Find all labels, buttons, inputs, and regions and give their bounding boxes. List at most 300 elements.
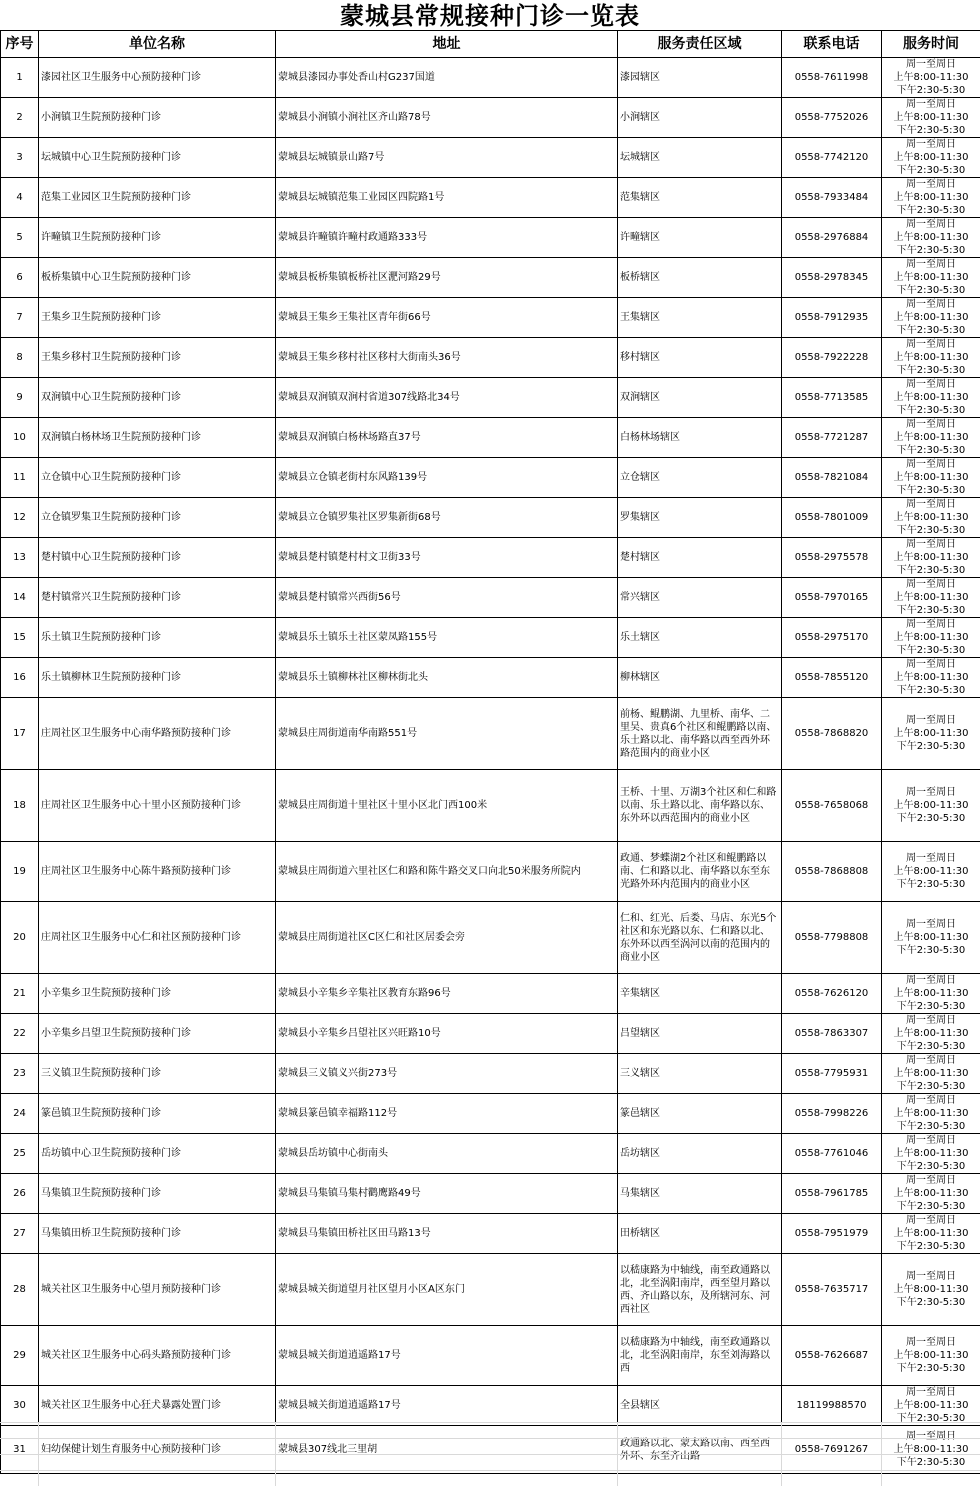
service-time xyxy=(882,842,980,902)
phone-number: 0558-7868820 xyxy=(782,698,882,770)
table-row xyxy=(1,1214,980,1254)
service-time xyxy=(882,378,980,418)
time-days: 周一至周日 xyxy=(906,619,956,630)
time-morning: 上午8:00-11:30 xyxy=(893,72,969,83)
clinic-address: 蒙城县立仓镇罗集社区罗集新街68号 xyxy=(276,498,618,538)
clinic-name: 立仓镇罗集卫生院预防接种门诊 xyxy=(39,498,276,538)
service-area: 篆邑辖区 xyxy=(618,1094,782,1134)
service-area: 辛集辖区 xyxy=(618,974,782,1014)
time-afternoon: 下午2:30-5:30 xyxy=(896,405,966,416)
time-days: 周一至周日 xyxy=(906,419,956,430)
service-area: 楚村辖区 xyxy=(618,538,782,578)
service-area: 政通、梦蝶湖2个社区和鲲鹏路以南、仁和路以北、南华路以东至东光路外环内范围内的商业小区 xyxy=(618,842,782,902)
row-number: 18 xyxy=(1,770,39,842)
phone-number: 0558-7761046 xyxy=(782,1134,882,1174)
row-number: 16 xyxy=(1,658,39,698)
row-number: 23 xyxy=(1,1054,39,1094)
time-days: 周一至周日 xyxy=(906,715,956,726)
time-morning: 上午8:00-11:30 xyxy=(893,472,969,483)
phone-number: 0558-7658068 xyxy=(782,770,882,842)
time-morning: 上午8:00-11:30 xyxy=(893,728,969,739)
row-number: 24 xyxy=(1,1094,39,1134)
time-afternoon: 下午2:30-5:30 xyxy=(896,1297,966,1308)
empty-sheet-grid xyxy=(0,1422,980,1486)
clinic-address: 蒙城县坛城镇范集工业园区四院路1号 xyxy=(276,178,618,218)
time-afternoon: 下午2:30-5:30 xyxy=(896,565,966,576)
clinic-name: 王集乡移村卫生院预防接种门诊 xyxy=(39,338,276,378)
phone-number: 0558-7951979 xyxy=(782,1214,882,1254)
table-row xyxy=(1,1174,980,1214)
phone-number: 0558-7961785 xyxy=(782,1174,882,1214)
clinic-address: 蒙城县庄周街道六里社区仁和路和陈牛路交叉口向北50米服务所院内 xyxy=(276,842,618,902)
time-days: 周一至周日 xyxy=(906,919,956,930)
clinic-address: 蒙城县庄周街道社区C区仁和社区居委会旁 xyxy=(276,902,618,974)
service-time xyxy=(882,974,980,1014)
time-afternoon: 下午2:30-5:30 xyxy=(896,165,966,176)
phone-number: 18119988570 xyxy=(782,1386,882,1426)
time-morning: 上午8:00-11:30 xyxy=(893,988,969,999)
time-afternoon: 下午2:30-5:30 xyxy=(896,1121,966,1132)
service-area: 乐土辖区 xyxy=(618,618,782,658)
time-days: 周一至周日 xyxy=(906,579,956,590)
row-number: 14 xyxy=(1,578,39,618)
clinic-name: 篆邑镇卫生院预防接种门诊 xyxy=(39,1094,276,1134)
clinic-name: 城关社区卫生服务中心望月预防接种门诊 xyxy=(39,1254,276,1326)
phone-number: 0558-7998226 xyxy=(782,1094,882,1134)
service-area: 板桥辖区 xyxy=(618,258,782,298)
table-row xyxy=(1,538,980,578)
table-row xyxy=(1,98,980,138)
row-number: 9 xyxy=(1,378,39,418)
service-time xyxy=(882,538,980,578)
header-phone: 联系电话 xyxy=(782,31,882,58)
clinic-address: 蒙城县坛城镇景山路7号 xyxy=(276,138,618,178)
phone-number: 0558-2975170 xyxy=(782,618,882,658)
phone-number: 0558-7635717 xyxy=(782,1254,882,1326)
service-time xyxy=(882,498,980,538)
clinic-address: 蒙城县乐土镇乐土社区蒙凤路155号 xyxy=(276,618,618,658)
time-afternoon: 下午2:30-5:30 xyxy=(896,879,966,890)
table-row xyxy=(1,842,980,902)
table-row xyxy=(1,974,980,1014)
phone-number: 0558-7626120 xyxy=(782,974,882,1014)
row-number: 19 xyxy=(1,842,39,902)
table-row xyxy=(1,58,980,98)
clinic-address: 蒙城县王集乡王集社区青年街66号 xyxy=(276,298,618,338)
phone-number: 0558-7912935 xyxy=(782,298,882,338)
service-area: 全县辖区 xyxy=(618,1386,782,1426)
clinic-address: 蒙城县307线北三里胡 xyxy=(276,1426,618,1474)
table-row xyxy=(1,418,980,458)
table-row xyxy=(1,458,980,498)
clinic-name: 小辛集乡吕望卫生院预防接种门诊 xyxy=(39,1014,276,1054)
clinic-name: 三义镇卫生院预防接种门诊 xyxy=(39,1054,276,1094)
phone-number: 0558-7721287 xyxy=(782,418,882,458)
phone-number: 0558-7868808 xyxy=(782,842,882,902)
service-time xyxy=(882,618,980,658)
table-row xyxy=(1,498,980,538)
time-afternoon: 下午2:30-5:30 xyxy=(896,1161,966,1172)
service-area: 柳林辖区 xyxy=(618,658,782,698)
service-area: 移村辖区 xyxy=(618,338,782,378)
row-number: 21 xyxy=(1,974,39,1014)
header-time: 服务时间 xyxy=(882,31,980,58)
time-morning: 上午8:00-11:30 xyxy=(893,112,969,123)
clinic-name: 楚村镇中心卫生院预防接种门诊 xyxy=(39,538,276,578)
row-number: 7 xyxy=(1,298,39,338)
row-number: 8 xyxy=(1,338,39,378)
row-number: 11 xyxy=(1,458,39,498)
clinic-name: 妇幼保健计划生育服务中心预防接种门诊 xyxy=(39,1426,276,1474)
row-number: 12 xyxy=(1,498,39,538)
service-time xyxy=(882,1254,980,1326)
time-days: 周一至周日 xyxy=(906,787,956,798)
time-days: 周一至周日 xyxy=(906,379,956,390)
time-days: 周一至周日 xyxy=(906,139,956,150)
time-days: 周一至周日 xyxy=(906,1271,956,1282)
row-number: 15 xyxy=(1,618,39,658)
time-days: 周一至周日 xyxy=(906,499,956,510)
row-number: 25 xyxy=(1,1134,39,1174)
header-address: 地址 xyxy=(276,31,618,58)
clinic-address: 蒙城县城关街道望月社区望月小区A区东门 xyxy=(276,1254,618,1326)
service-time xyxy=(882,418,980,458)
clinic-name: 小涧镇卫生院预防接种门诊 xyxy=(39,98,276,138)
phone-number: 0558-2976884 xyxy=(782,218,882,258)
service-area: 岳坊辖区 xyxy=(618,1134,782,1174)
time-morning: 上午8:00-11:30 xyxy=(893,800,969,811)
service-area: 田桥辖区 xyxy=(618,1214,782,1254)
table-row xyxy=(1,698,980,770)
time-morning: 上午8:00-11:30 xyxy=(893,392,969,403)
empty-grid-line xyxy=(0,1422,980,1423)
time-morning: 上午8:00-11:30 xyxy=(893,432,969,443)
clinic-address: 蒙城县马集镇马集村鹳鹰路49号 xyxy=(276,1174,618,1214)
time-afternoon: 下午2:30-5:30 xyxy=(896,1201,966,1212)
service-time xyxy=(882,658,980,698)
clinic-name: 坛城镇中心卫生院预防接种门诊 xyxy=(39,138,276,178)
time-days: 周一至周日 xyxy=(906,1015,956,1026)
table-row xyxy=(1,218,980,258)
time-days: 周一至周日 xyxy=(906,659,956,670)
time-morning: 上午8:00-11:30 xyxy=(893,1108,969,1119)
row-number: 10 xyxy=(1,418,39,458)
empty-grid-line xyxy=(0,1454,980,1455)
time-afternoon: 下午2:30-5:30 xyxy=(896,365,966,376)
service-area: 前杨、鲲鹏湖、九里桥、南华、二里吴、贵真6个社区和鲲鹏路以南、乐土路以北、南华路以西至西外环路范围内的商业小区 xyxy=(618,698,782,770)
time-afternoon: 下午2:30-5:30 xyxy=(896,741,966,752)
time-days: 周一至周日 xyxy=(906,539,956,550)
clinic-name: 立仓镇中心卫生院预防接种门诊 xyxy=(39,458,276,498)
row-number: 17 xyxy=(1,698,39,770)
row-number: 1 xyxy=(1,58,39,98)
time-days: 周一至周日 xyxy=(906,853,956,864)
service-time xyxy=(882,1054,980,1094)
time-days: 周一至周日 xyxy=(906,1215,956,1226)
header-no: 序号 xyxy=(1,31,39,58)
time-morning: 上午8:00-11:30 xyxy=(893,192,969,203)
time-afternoon: 下午2:30-5:30 xyxy=(896,525,966,536)
service-time xyxy=(882,58,980,98)
table-row xyxy=(1,1014,980,1054)
table-row xyxy=(1,1386,980,1426)
clinic-name: 城关社区卫生服务中心码头路预防接种门诊 xyxy=(39,1326,276,1386)
service-time xyxy=(882,218,980,258)
time-morning: 上午8:00-11:30 xyxy=(893,1350,969,1361)
phone-number: 0558-7713585 xyxy=(782,378,882,418)
time-days: 周一至周日 xyxy=(906,459,956,470)
service-area: 政通路以北、蒙太路以南、西至西外环、东至齐山路 xyxy=(618,1426,782,1474)
clinic-name: 许疃镇卫生院预防接种门诊 xyxy=(39,218,276,258)
service-area: 王桥、十里、万湖3个社区和仁和路以南、乐土路以北、南华路以东、东外环以西范围内的商业小区 xyxy=(618,770,782,842)
phone-number: 0558-7970165 xyxy=(782,578,882,618)
table-row xyxy=(1,1134,980,1174)
row-number: 20 xyxy=(1,902,39,974)
empty-grid-line xyxy=(617,1422,618,1486)
service-area: 仁和、红光、后娄、马店、东光5个社区和东光路以东、仁和路以北、东外环以西至涡河以南的范围内的商业小区 xyxy=(618,902,782,974)
time-morning: 上午8:00-11:30 xyxy=(893,232,969,243)
clinic-address: 蒙城县岳坊镇中心街南头 xyxy=(276,1134,618,1174)
row-number: 26 xyxy=(1,1174,39,1214)
time-days: 周一至周日 xyxy=(906,59,956,70)
time-morning: 上午8:00-11:30 xyxy=(893,1068,969,1079)
phone-number: 0558-7752026 xyxy=(782,98,882,138)
time-afternoon: 下午2:30-5:30 xyxy=(896,485,966,496)
clinic-name: 庄周社区卫生服务中心十里小区预防接种门诊 xyxy=(39,770,276,842)
service-time xyxy=(882,98,980,138)
time-morning: 上午8:00-11:30 xyxy=(893,592,969,603)
clinic-name: 范集工业园区卫生院预防接种门诊 xyxy=(39,178,276,218)
table-row xyxy=(1,178,980,218)
time-morning: 上午8:00-11:30 xyxy=(893,1400,969,1411)
clinic-name: 板桥集镇中心卫生院预防接种门诊 xyxy=(39,258,276,298)
clinic-name: 马集镇田桥卫生院预防接种门诊 xyxy=(39,1214,276,1254)
service-area: 罗集辖区 xyxy=(618,498,782,538)
time-morning: 上午8:00-11:30 xyxy=(893,552,969,563)
service-time xyxy=(882,1326,980,1386)
time-morning: 上午8:00-11:30 xyxy=(893,866,969,877)
time-days: 周一至周日 xyxy=(906,339,956,350)
clinic-address: 蒙城县板桥集镇板桥社区淝河路29号 xyxy=(276,258,618,298)
phone-number: 0558-7922228 xyxy=(782,338,882,378)
service-time xyxy=(882,1174,980,1214)
empty-grid-line xyxy=(275,1422,276,1486)
service-area: 常兴辖区 xyxy=(618,578,782,618)
time-morning: 上午8:00-11:30 xyxy=(893,352,969,363)
time-morning: 上午8:00-11:30 xyxy=(893,1284,969,1295)
phone-number: 0558-7863307 xyxy=(782,1014,882,1054)
time-days: 周一至周日 xyxy=(906,1431,956,1442)
service-area: 双涧辖区 xyxy=(618,378,782,418)
time-days: 周一至周日 xyxy=(906,299,956,310)
time-morning: 上午8:00-11:30 xyxy=(893,1188,969,1199)
time-days: 周一至周日 xyxy=(906,259,956,270)
phone-number: 0558-7795931 xyxy=(782,1054,882,1094)
empty-grid-line xyxy=(0,1470,980,1471)
clinic-address: 蒙城县漆园办事处香山村G237国道 xyxy=(276,58,618,98)
clinic-address: 蒙城县乐土镇柳林社区柳林街北头 xyxy=(276,658,618,698)
time-afternoon: 下午2:30-5:30 xyxy=(896,125,966,136)
service-area: 范集辖区 xyxy=(618,178,782,218)
service-area: 三义辖区 xyxy=(618,1054,782,1094)
time-morning: 上午8:00-11:30 xyxy=(893,272,969,283)
service-time xyxy=(882,178,980,218)
time-afternoon: 下午2:30-5:30 xyxy=(896,813,966,824)
empty-grid-line xyxy=(38,1422,39,1486)
time-afternoon: 下午2:30-5:30 xyxy=(896,445,966,456)
time-days: 周一至周日 xyxy=(906,179,956,190)
service-time xyxy=(882,338,980,378)
table-row xyxy=(1,258,980,298)
service-time xyxy=(882,298,980,338)
service-time xyxy=(882,1134,980,1174)
clinic-address: 蒙城县楚村镇常兴西街56号 xyxy=(276,578,618,618)
clinic-name: 乐土镇卫生院预防接种门诊 xyxy=(39,618,276,658)
service-area: 白杨林场辖区 xyxy=(618,418,782,458)
time-morning: 上午8:00-11:30 xyxy=(893,1028,969,1039)
table-row xyxy=(1,618,980,658)
phone-number: 0558-7801009 xyxy=(782,498,882,538)
row-number: 31 xyxy=(1,1426,39,1474)
time-afternoon: 下午2:30-5:30 xyxy=(896,205,966,216)
clinic-name: 庄周社区卫生服务中心南华路预防接种门诊 xyxy=(39,698,276,770)
empty-grid-line xyxy=(781,1422,782,1486)
clinic-address: 蒙城县楚村镇楚村村文卫街33号 xyxy=(276,538,618,578)
phone-number: 0558-7855120 xyxy=(782,658,882,698)
time-afternoon: 下午2:30-5:30 xyxy=(896,1001,966,1012)
time-afternoon: 下午2:30-5:30 xyxy=(896,605,966,616)
time-morning: 上午8:00-11:30 xyxy=(893,1148,969,1159)
phone-number: 0558-7626687 xyxy=(782,1326,882,1386)
time-days: 周一至周日 xyxy=(906,1055,956,1066)
time-afternoon: 下午2:30-5:30 xyxy=(896,1457,966,1468)
time-morning: 上午8:00-11:30 xyxy=(893,632,969,643)
time-afternoon: 下午2:30-5:30 xyxy=(896,685,966,696)
phone-number: 0558-7691267 xyxy=(782,1426,882,1474)
phone-number: 0558-7933484 xyxy=(782,178,882,218)
row-number: 27 xyxy=(1,1214,39,1254)
row-number: 22 xyxy=(1,1014,39,1054)
service-time xyxy=(882,1094,980,1134)
phone-number: 0558-2975578 xyxy=(782,538,882,578)
table-row xyxy=(1,138,980,178)
phone-number: 0558-7611998 xyxy=(782,58,882,98)
time-afternoon: 下午2:30-5:30 xyxy=(896,1413,966,1424)
service-time xyxy=(882,770,980,842)
time-days: 周一至周日 xyxy=(906,1095,956,1106)
table-row xyxy=(1,770,980,842)
table-row xyxy=(1,298,980,338)
time-afternoon: 下午2:30-5:30 xyxy=(896,245,966,256)
header-area: 服务责任区域 xyxy=(618,31,782,58)
clinic-name: 庄周社区卫生服务中心仁和社区预防接种门诊 xyxy=(39,902,276,974)
service-time xyxy=(882,138,980,178)
time-morning: 上午8:00-11:30 xyxy=(893,1444,969,1455)
clinic-address: 蒙城县庄周街道十里社区十里小区北门西100米 xyxy=(276,770,618,842)
table-row xyxy=(1,1094,980,1134)
clinic-address: 蒙城县小辛集乡辛集社区教育东路96号 xyxy=(276,974,618,1014)
table-row xyxy=(1,1326,980,1386)
service-time xyxy=(882,578,980,618)
empty-grid-line xyxy=(0,1438,980,1439)
row-number: 4 xyxy=(1,178,39,218)
clinic-address: 蒙城县许疃镇许疃村政通路333号 xyxy=(276,218,618,258)
row-number: 30 xyxy=(1,1386,39,1426)
service-time xyxy=(882,1214,980,1254)
service-area: 马集辖区 xyxy=(618,1174,782,1214)
service-time xyxy=(882,902,980,974)
row-number: 6 xyxy=(1,258,39,298)
row-number: 5 xyxy=(1,218,39,258)
phone-number: 0558-7821084 xyxy=(782,458,882,498)
time-days: 周一至周日 xyxy=(906,1387,956,1398)
table-row xyxy=(1,1254,980,1326)
time-morning: 上午8:00-11:30 xyxy=(893,312,969,323)
clinic-address: 蒙城县小涧镇小涧社区齐山路78号 xyxy=(276,98,618,138)
table-row xyxy=(1,1054,980,1094)
clinic-address: 蒙城县三义镇义兴街273号 xyxy=(276,1054,618,1094)
time-days: 周一至周日 xyxy=(906,1135,956,1146)
clinic-name: 楚村镇常兴卫生院预防接种门诊 xyxy=(39,578,276,618)
clinic-name: 王集乡卫生院预防接种门诊 xyxy=(39,298,276,338)
time-afternoon: 下午2:30-5:30 xyxy=(896,85,966,96)
time-morning: 上午8:00-11:30 xyxy=(893,1228,969,1239)
service-area: 王集辖区 xyxy=(618,298,782,338)
clinic-name: 马集镇卫生院预防接种门诊 xyxy=(39,1174,276,1214)
time-morning: 上午8:00-11:30 xyxy=(893,152,969,163)
service-area: 漆园辖区 xyxy=(618,58,782,98)
clinic-table xyxy=(0,30,980,1474)
phone-number: 0558-7798808 xyxy=(782,902,882,974)
table-row xyxy=(1,338,980,378)
row-number: 13 xyxy=(1,538,39,578)
clinic-name: 城关社区卫生服务中心狂犬暴露处置门诊 xyxy=(39,1386,276,1426)
clinic-name: 小辛集乡卫生院预防接种门诊 xyxy=(39,974,276,1014)
clinic-name: 漆园社区卫生服务中心预防接种门诊 xyxy=(39,58,276,98)
service-area: 立仓辖区 xyxy=(618,458,782,498)
clinic-address: 蒙城县双涧镇白杨林场路直37号 xyxy=(276,418,618,458)
clinic-name: 庄周社区卫生服务中心陈牛路预防接种门诊 xyxy=(39,842,276,902)
row-number: 3 xyxy=(1,138,39,178)
table-row xyxy=(1,658,980,698)
clinic-address: 蒙城县双涧镇双涧村省道307线路北34号 xyxy=(276,378,618,418)
table-body xyxy=(1,58,980,1474)
service-area: 坛城辖区 xyxy=(618,138,782,178)
clinic-name: 岳坊镇中心卫生院预防接种门诊 xyxy=(39,1134,276,1174)
time-afternoon: 下午2:30-5:30 xyxy=(896,1041,966,1052)
table-row xyxy=(1,378,980,418)
phone-number: 0558-2978345 xyxy=(782,258,882,298)
clinic-address: 蒙城县小辛集乡吕望社区兴旺路10号 xyxy=(276,1014,618,1054)
clinic-address: 蒙城县篆邑镇幸福路112号 xyxy=(276,1094,618,1134)
service-time xyxy=(882,1014,980,1054)
time-days: 周一至周日 xyxy=(906,975,956,986)
clinic-name: 双涧镇白杨林场卫生院预防接种门诊 xyxy=(39,418,276,458)
service-area: 许疃辖区 xyxy=(618,218,782,258)
time-afternoon: 下午2:30-5:30 xyxy=(896,1363,966,1374)
clinic-name: 双涧镇中心卫生院预防接种门诊 xyxy=(39,378,276,418)
clinic-address: 蒙城县马集镇田桥社区田马路13号 xyxy=(276,1214,618,1254)
clinic-address: 蒙城县王集乡移村社区移村大街南头36号 xyxy=(276,338,618,378)
time-days: 周一至周日 xyxy=(906,219,956,230)
row-number: 29 xyxy=(1,1326,39,1386)
page-title: 蒙城县常规接种门诊一览表 xyxy=(340,1,640,30)
service-area: 小涧辖区 xyxy=(618,98,782,138)
clinic-address: 蒙城县庄周街道南华南路551号 xyxy=(276,698,618,770)
phone-number: 0558-7742120 xyxy=(782,138,882,178)
clinic-address: 蒙城县城关街道逍遥路17号 xyxy=(276,1326,618,1386)
time-afternoon: 下午2:30-5:30 xyxy=(896,1241,966,1252)
